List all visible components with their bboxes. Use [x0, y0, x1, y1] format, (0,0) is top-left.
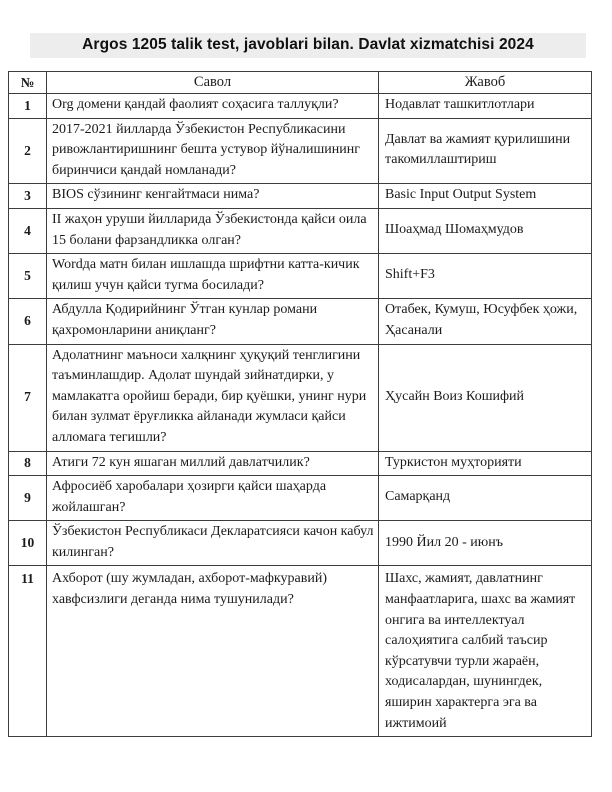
answer-cell: Давлат ва жамият қурилишини такомиллаштириш	[379, 118, 592, 184]
column-header-number: №	[9, 72, 47, 94]
answer-cell: 1990 Йил 20 - июнъ	[379, 521, 592, 566]
row-number-cell: 4	[9, 208, 47, 253]
table-header-row	[9, 72, 592, 94]
table-row	[9, 94, 592, 119]
row-number-cell: 5	[9, 254, 47, 299]
table-row	[9, 208, 592, 253]
question-cell: Wordда матн билан ишлашда шрифтни катта-кичик қилиш учун қайси тугма босилади?	[47, 254, 379, 299]
question-cell: Org домени қандай фаолият соҳасига таллуқли?	[47, 94, 379, 119]
table-row	[9, 566, 592, 737]
table-header	[9, 72, 592, 94]
column-header-question: Савол	[47, 72, 379, 94]
answer-cell: Туркистон муҳторияти	[379, 451, 592, 476]
test-table	[8, 71, 592, 737]
question-cell: Афросиёб харобалари ҳозирги қайси шаҳарда жойлашган?	[47, 476, 379, 521]
question-cell: Ахборот (шу жумладан, ахборот-мафкуравий) хавфсизлиги деганда нима тушунилади?	[47, 566, 379, 737]
table-body	[9, 94, 592, 737]
document-title-bar	[30, 33, 586, 58]
row-number-cell: 2	[9, 118, 47, 184]
row-number-cell: 3	[9, 184, 47, 209]
answer-cell: Ҳусайн Воиз Кошифий	[379, 344, 592, 451]
question-cell: Атиги 72 кун яшаган миллий давлатчилик?	[47, 451, 379, 476]
table-row	[9, 118, 592, 184]
question-cell: II жаҳон уруши йилларида Ўзбекистонда қайси оила 15 болани фарзандликка олган?	[47, 208, 379, 253]
document-title: Argos 1205 talik test, javoblari bilan. Davlat xizmatchisi 2024	[82, 36, 534, 53]
column-header-answer: Жавоб	[379, 72, 592, 94]
answer-cell: Basic Input Output System	[379, 184, 592, 209]
table-row	[9, 184, 592, 209]
question-cell: BIOS сўзининг кенгайтмаси нима?	[47, 184, 379, 209]
row-number-cell: 1	[9, 94, 47, 119]
table-row	[9, 451, 592, 476]
question-cell: Ўзбекистон Республикаси Декларатсияси качон кабул килинган?	[47, 521, 379, 566]
question-cell: Адолатнинг маъноси халқнинг ҳуқуқий тенглигини таъминлашдир. Адолат шундай зийнатдирки, у мамлакатга оройиш беради, бир қуёшки, унинг нури билан зулмат ёруғликка айланади жумласи қайси алломага тегишли?	[47, 344, 379, 451]
answer-cell: Отабек, Кумуш, Юсуфбек ҳожи, Ҳасанали	[379, 299, 592, 344]
row-number-cell: 8	[9, 451, 47, 476]
answer-cell: Шахс, жамият, давлатнинг манфаатларига, шахс ва жамият онгига ва интеллектуал салоҳиятига салбий таъсир кўрсатувчи турли жараён, ходисалардан, шунингдек, яширин характерга эга ва ижтимоий	[379, 566, 592, 737]
row-number-cell: 11	[9, 566, 47, 737]
table-row	[9, 521, 592, 566]
row-number-cell: 7	[9, 344, 47, 451]
answer-cell: Шоаҳмад Шомаҳмудов	[379, 208, 592, 253]
row-number-cell: 9	[9, 476, 47, 521]
answer-cell: Самарқанд	[379, 476, 592, 521]
table-row	[9, 254, 592, 299]
row-number-cell: 10	[9, 521, 47, 566]
table-row	[9, 476, 592, 521]
answer-cell: Нодавлат ташкитлотлари	[379, 94, 592, 119]
row-number-cell: 6	[9, 299, 47, 344]
table-row	[9, 299, 592, 344]
table-row	[9, 344, 592, 451]
question-cell: 2017-2021 йилларда Ўзбекистон Республикасини ривожлантиришнинг бешта устувор йўналишининг биринчиси қандай номланади?	[47, 118, 379, 184]
answer-cell: Shift+F3	[379, 254, 592, 299]
question-cell: Абдулла Қодирийнинг Ўтган кунлар романи қахромонларини аниқланг?	[47, 299, 379, 344]
